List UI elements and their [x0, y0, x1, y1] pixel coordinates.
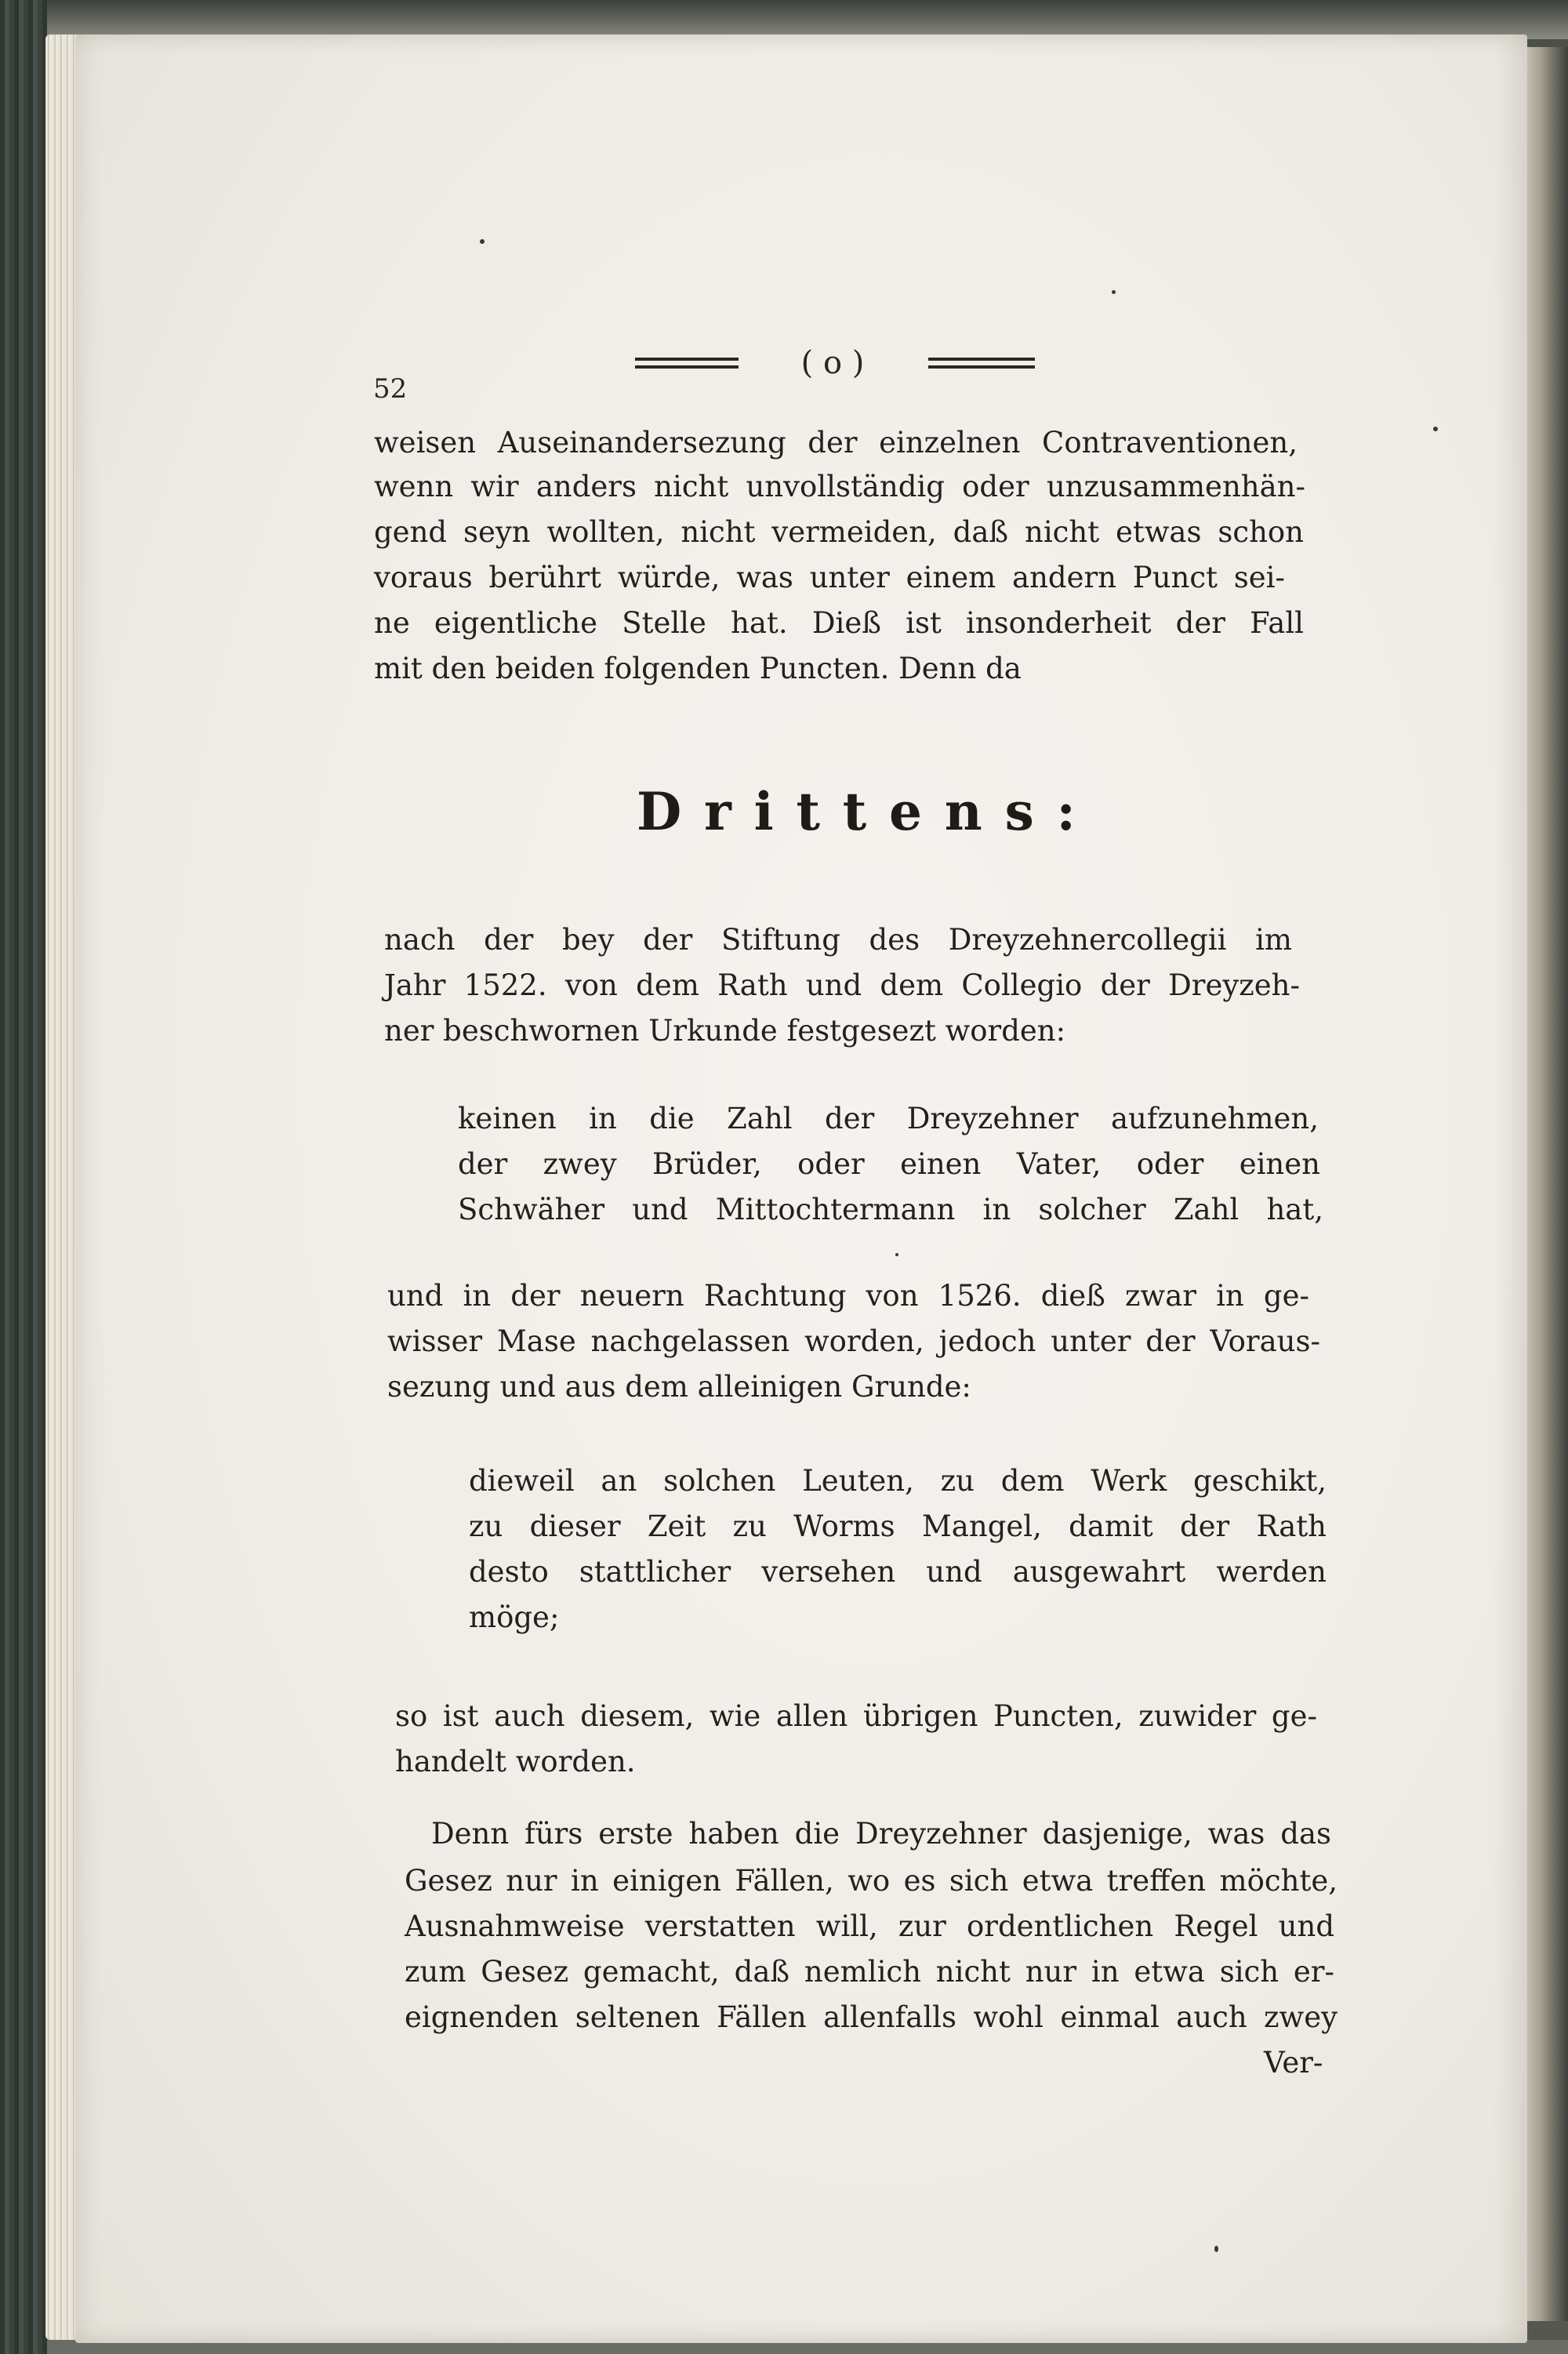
text-line: ner beschwornen Urkunde festgesezt worden:	[384, 1014, 1066, 1048]
text-line: und in der neuern Rachtung von 1526. dieß zwar in ge-	[387, 1279, 1309, 1313]
heading-letter: r	[704, 781, 731, 842]
quoted-line: dieweil an solchen Leuten, zu dem Werk geschikt,	[469, 1464, 1327, 1498]
running-head-text: ( o )	[800, 345, 865, 381]
paper-speck	[1112, 290, 1116, 294]
text-line: ne eigentliche Stelle hat. Dieß ist insonderheit der Fall	[374, 606, 1304, 640]
running-head	[627, 345, 1035, 392]
catchword: Ver-	[1264, 2046, 1323, 2080]
running-head-rule-right	[928, 365, 1035, 369]
text-line: Gesez nur in einigen Fällen, wo es sich etwa treffen möchte,	[405, 1864, 1338, 1898]
text-line: sezung und aus dem alleinigen Grunde:	[387, 1370, 971, 1404]
text-line: wisser Mase nachgelassen worden, jedoch unter der Voraus-	[387, 1324, 1320, 1358]
heading-letter: i	[753, 781, 774, 842]
text-line: Denn fürs erste haben die Dreyzehner dasjenige, was das	[431, 1817, 1331, 1851]
section-heading	[637, 781, 1076, 842]
quoted-line: desto stattlicher versehen und ausgewahrt werden	[469, 1555, 1327, 1589]
heading-letter: t	[796, 781, 820, 842]
text-line: Jahr 1522. von dem Rath und dem Collegio der Dreyzeh-	[384, 968, 1300, 1002]
running-head-rule-right	[928, 358, 1035, 361]
text-line: Ausnahmweise verstatten will, zur ordentlichen Regel und	[405, 1909, 1334, 1943]
quoted-line: möge;	[469, 1600, 560, 1634]
text-line: so ist auch diesem, wie allen übrigen Puncten, zuwider ge-	[395, 1699, 1317, 1733]
book-cover-edge-right	[1524, 47, 1568, 2321]
heading-letter: s	[1004, 781, 1034, 842]
text-line: zum Gesez gemacht, daß nemlich nicht nur in etwa sich er-	[405, 1955, 1334, 1989]
text-line: weisen Auseinandersezung der einzelnen Contraventionen,	[374, 426, 1298, 460]
quoted-line: der zwey Brüder, oder einen Vater, oder einen	[458, 1147, 1320, 1181]
paper-speck	[1433, 427, 1438, 431]
heading-letter: e	[889, 781, 922, 842]
text-line: mit den beiden folgenden Puncten. Denn da	[374, 652, 1022, 685]
page-number: 52	[373, 373, 408, 405]
text-line: eignenden seltenen Fällen allenfalls wohl einmal auch zwey	[405, 2000, 1338, 2034]
paper-speck	[895, 1253, 898, 1256]
quoted-line: Schwäher und Mittochtermann in solcher Zahl hat,	[458, 1193, 1323, 1226]
paper-speck	[480, 239, 485, 244]
book-cover-edge-top	[47, 0, 1568, 39]
quoted-line: keinen in die Zahl der Dreyzehner aufzunehmen,	[458, 1102, 1319, 1135]
text-line: voraus berührt würde, was unter einem andern Punct sei-	[374, 561, 1285, 594]
running-head-rule-left	[635, 358, 739, 361]
paper-speck	[1214, 2246, 1218, 2252]
text-line: handelt worden.	[395, 1745, 636, 1778]
text-line: nach der bey der Stiftung des Dreyzehnercollegii im	[384, 923, 1292, 957]
heading-letter: D	[637, 781, 682, 842]
text-line: gend seyn wollten, nicht vermeiden, daß nicht etwas schon	[374, 515, 1304, 549]
heading-letter: :	[1056, 781, 1076, 842]
quoted-line: zu dieser Zeit zu Worms Mangel, damit der Rath	[469, 1509, 1327, 1543]
heading-letter: t	[842, 781, 867, 842]
heading-letter: n	[944, 781, 982, 842]
text-line: wenn wir anders nicht unvollständig oder unzusammenhän-	[374, 470, 1305, 503]
running-head-rule-left	[635, 365, 739, 369]
